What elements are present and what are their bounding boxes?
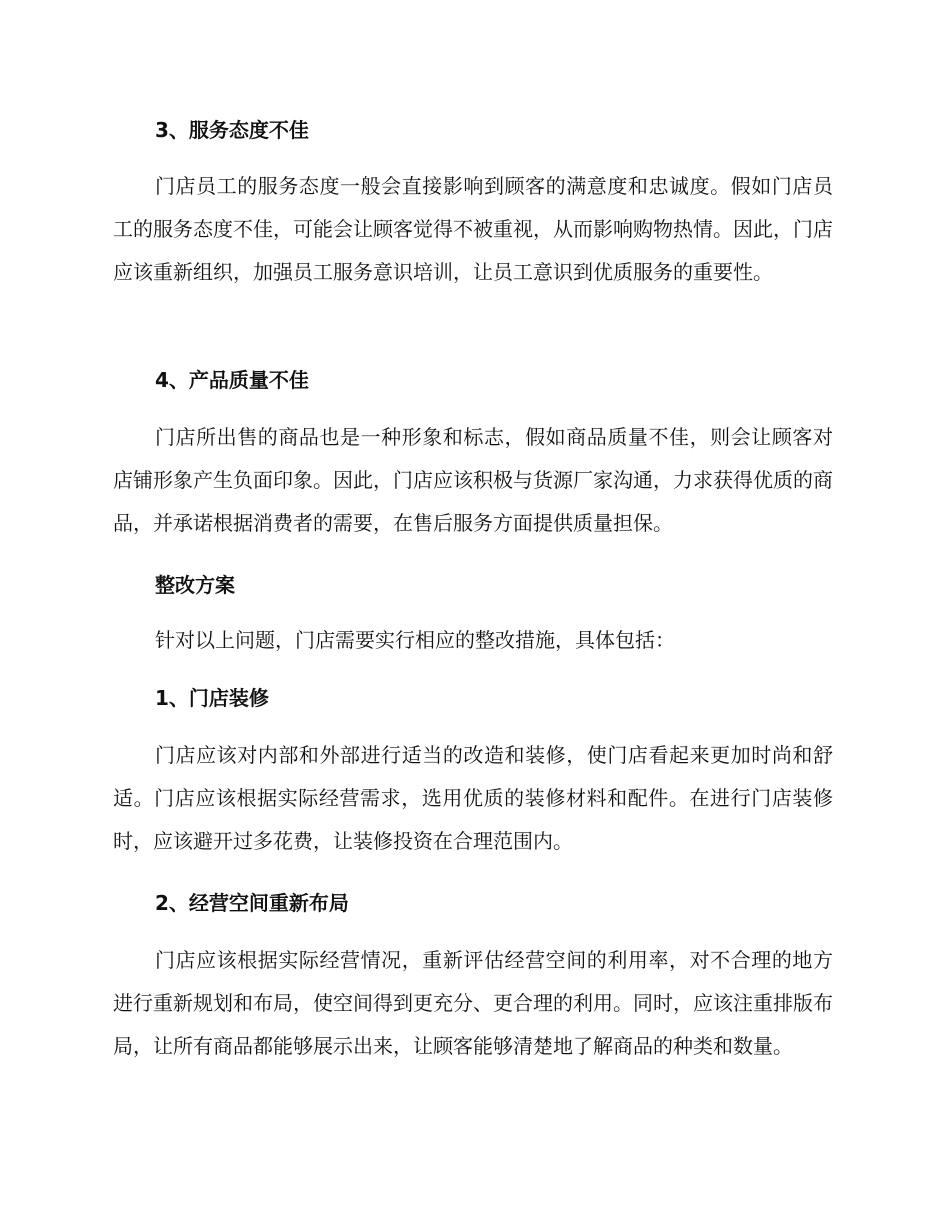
heading-rectification-plan: 整改方案 xyxy=(155,573,235,597)
paragraph-plan-intro: 针对以上问题，门店需要实行相应的整改措施，具体包括： xyxy=(155,628,675,652)
paragraph-store-renovation: 门店应该对内部和外部进行适当的改造和装修，使门店看起来更加时尚和舒适。门店应该根据实际经营需求，选用优质的装修材料和配件。在进行门店装修时，应该避开过多花费，让装修投资在合理范围内。 xyxy=(113,743,833,853)
heading-space-layout: 2、经营空间重新布局 xyxy=(155,891,349,915)
paragraph-service-attitude: 门店员工的服务态度一般会直接影响到顾客的满意度和忠诚度。假如门店员工的服务态度不佳，可能会让顾客觉得不被重视，从而影响购物热情。因此，门店应该重新组织，加强员工服务意识培训，让员工意识到优质服务的重要性。 xyxy=(113,174,833,284)
heading-product-quality: 4、产品质量不佳 xyxy=(155,368,309,392)
paragraph-product-quality: 门店所出售的商品也是一种形象和标志，假如商品质量不佳，则会让顾客对店铺形象产生负面印象。因此，门店应该积极与货源厂家沟通，力求获得优质的商品，并承诺根据消费者的需要，在售后服务方面提供质量担保。 xyxy=(113,425,833,535)
heading-store-renovation: 1、门店装修 xyxy=(155,686,269,710)
heading-service-attitude: 3、服务态度不佳 xyxy=(155,118,309,142)
paragraph-space-layout: 门店应该根据实际经营情况，重新评估经营空间的利用率，对不合理的地方进行重新规划和布局，使空间得到更充分、更合理的利用。同时，应该注重排版布局，让所有商品都能够展示出来，让顾客能够清楚地了解商品的种类和数量。 xyxy=(113,948,833,1058)
